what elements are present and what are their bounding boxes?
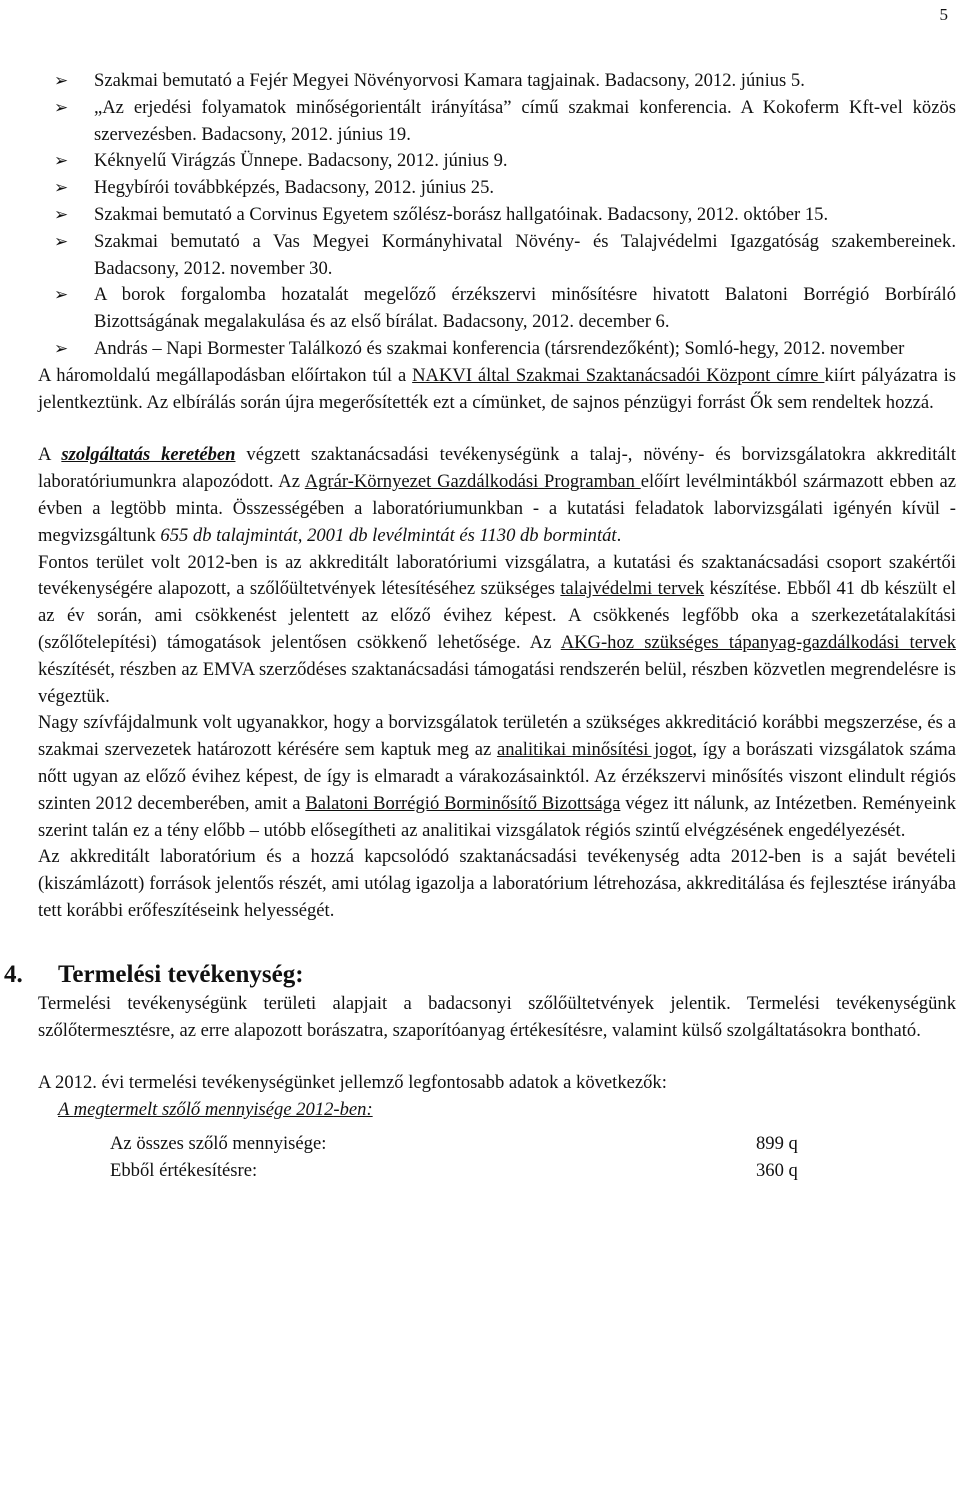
- table-row: [110, 1157, 798, 1184]
- paragraph-data-intro: A 2012. évi termelési tevékenységünket jellemző legfontosabb adatok a következők:: [38, 1072, 667, 1094]
- list-item-text: Hegybírói továbbképzés, Badacsony, 2012. június 25.: [94, 177, 495, 199]
- arrow-bullet-icon: ➢: [54, 71, 69, 91]
- arrow-bullet-icon: ➢: [54, 338, 69, 359]
- paragraph-revenue: Az akkreditált laboratórium és a hozzá kapcsolódó szaktanácsadási tevékenység adta 2012-ben is a saját bevételi (kiszámlázott) források jelentős részét, ami utólag igazolja a laboratórium létrehozása, akkreditálása és fejlesztése irányába tett korábbi erőfeszítéseink helyességét.: [38, 846, 956, 921]
- underlined-phrase: AKG-hoz szükséges tápanyag-gazdálkodási tervek: [560, 631, 956, 653]
- underlined-phrase: NAKVI által Szakmai Szaktanácsadói Központ címre: [412, 364, 825, 386]
- underlined-phrase: analitikai minősítési jogot: [496, 739, 693, 761]
- list-item-text: Szakmai bemutató a Corvinus Egyetem szőlész-borász hallgatóinak. Badacsony, 2012. október 15.: [94, 203, 829, 225]
- list-item-text: Kéknyelű Virágzás Ünnepe. Badacsony, 2012. június 9.: [94, 150, 508, 172]
- paragraph-nakvi: A háromoldalú megállapodásban előírtakon túl a NAKVI által Szakmai Szaktanácsadói Központ címre kiírt pályázatra is jelentkeztünk. Az elbírálás során újra megerősítették ezt a címünket, de sajnos pénzügyi forrást Ők sem rendeltek hozzá.: [38, 364, 957, 413]
- list-item: [38, 202, 956, 229]
- section-title: Termelési tevékenység:: [58, 960, 304, 988]
- list-item-text: A borok forgalomba hozatalát megelőző érzékszervi minősítésre hivatott Balatoni Borrégió Borbíráló Bizottságának megalakulása és az első bírálat. Badacsony, 2012. december 6.: [94, 284, 956, 333]
- quantity-table: [110, 1130, 798, 1184]
- arrow-bullet-icon: ➢: [54, 178, 69, 199]
- quantity-value: 360 q: [756, 1159, 798, 1181]
- list-item: [38, 148, 956, 175]
- section-number: 4.: [4, 960, 23, 988]
- italic-phrase: 655 db talajmintát, 2001 db levélmintát és 1130 db bormintát: [160, 524, 617, 546]
- underlined-phrase: Agrár-Környezet Gazdálkodási Programban: [304, 471, 641, 493]
- quantity-value: 899 q: [756, 1132, 798, 1154]
- arrow-bullet-icon: ➢: [54, 285, 69, 306]
- italic-phrase: megtermelt szőlő mennyisége 2012: [73, 1099, 334, 1121]
- list-item: [38, 229, 956, 283]
- subheading-grape-quantity: A megtermelt szőlő mennyisége 2012-ben:: [58, 1099, 373, 1121]
- paragraph-plans: Fontos terület volt 2012-ben is az akkreditált laboratóriumi vizsgálatra, a kutatási és szaktanácsadási csoport szakértői tevékenységére alapozott, a szőlőültetvények létesítéséhez szükséges talajvédelmi tervek készítése. Ebből 41 db készült el az év során, ami csökkenést jelentett az előző évihez képest. A csökkenés legfőbb oka a szerkezetátalakítási (szőlőtelepítési) támogatások jelentősen csökkenő lehetősége. Az AKG-hoz szükséges tápanyag-gazdálkodási tervek készítését, részben az EMVA szerződéses szaktanácsadási támogatási rendszerén belül, részben közvetlen megrendelésre is végeztük.: [38, 551, 956, 707]
- paragraph-production: Termelési tevékenységünk területi alapjait a badacsonyi szőlőültetvények jelentik. Termelési tevékenységünk szőlőtermesztésre, az erre alapozott borászatra, szaporítóanyag értékesítésre, valamint külső szolgáltatásokra bontható.: [38, 992, 956, 1041]
- event-list: [38, 68, 956, 363]
- list-item-text: „Az erjedési folyamatok minőségorientált irányítása” című szakmai konferencia. A Kokoferm Kft-vel közös szervezésben. Badacsony, 2012. június 19.: [94, 96, 956, 145]
- list-item: [38, 68, 956, 95]
- list-item: [38, 175, 956, 202]
- arrow-bullet-icon: ➢: [54, 151, 69, 172]
- emphasized-phrase: szolgáltatás keretében: [61, 444, 236, 466]
- arrow-bullet-icon: ➢: [54, 97, 69, 118]
- list-item: [38, 95, 956, 149]
- arrow-bullet-icon: ➢: [54, 204, 69, 225]
- page-number: 5: [939, 5, 948, 24]
- list-item: [38, 282, 956, 336]
- quantity-label: Ebből értékesítésre:: [110, 1159, 258, 1181]
- document-body: [4, 68, 957, 1184]
- list-item: [38, 336, 956, 363]
- table-row: [110, 1130, 798, 1157]
- list-item-text: Szakmai bemutató a Fejér Megyei Növényorvosi Kamara tagjainak. Badacsony, 2012. június 5.: [94, 70, 805, 91]
- paragraph-services: A szolgáltatás keretében végzett szaktanácsadási tevékenységünk a talaj-, növény- és borvizsgálatokra akkreditált laboratóriumunkra alapozódott. Az Agrár-Környezet Gazdálkodási Programban előírt levélmintákból származott ebben az évben a legtöbb minta. Összességében a laboratóriumunkban - a kutatási feladatok laborvizsgálati igényén kívül - megvizsgáltunk 655 db talajmintát, 2001 db levélmintát és 1130 db bormintát.: [38, 444, 956, 546]
- quantity-label: Az összes szőlő mennyisége:: [110, 1132, 327, 1154]
- list-item-text: András – Napi Bormester Találkozó és szakmai konferencia (társrendezőként); Somló-hegy, 2012. november: [94, 337, 905, 359]
- underlined-phrase: Balatoni Borrégió Borminősítő Bizottsága: [305, 792, 621, 814]
- section-heading: [4, 959, 956, 991]
- arrow-bullet-icon: ➢: [54, 231, 69, 252]
- paragraph-accreditation: Nagy szívfájdalmunk volt ugyanakkor, hogy a borvizsgálatok területén a szükséges akkreditáció korábbi megszerzése, és a szakmai szervezetek határozott kérésére sem kaptuk meg az analitikai minősítési jogot, így a borászati vizsgálatok száma nőtt ugyan az előző évihez képest, de így is elmaradt a várakozásainktól. Az érzékszervi minősítés viszont elindult régiós szinten 2012 decemberében, amit a Balatoni Borrégió Borminősítő Bizottsága végez itt nálunk, az Intézetben. Reményeink szerint talán ez a tény előbb – utóbb elősegítheti az analitikai vizsgálatok régiós szintű elvégzésének engedélyezését.: [38, 712, 957, 841]
- underlined-phrase: talajvédelmi tervek: [560, 578, 705, 600]
- list-item-text: Szakmai bemutató a Vas Megyei Kormányhivatal Növény- és Talajvédelmi Igazgatóság szakembereinek. Badacsony, 2012. november 30.: [94, 230, 956, 279]
